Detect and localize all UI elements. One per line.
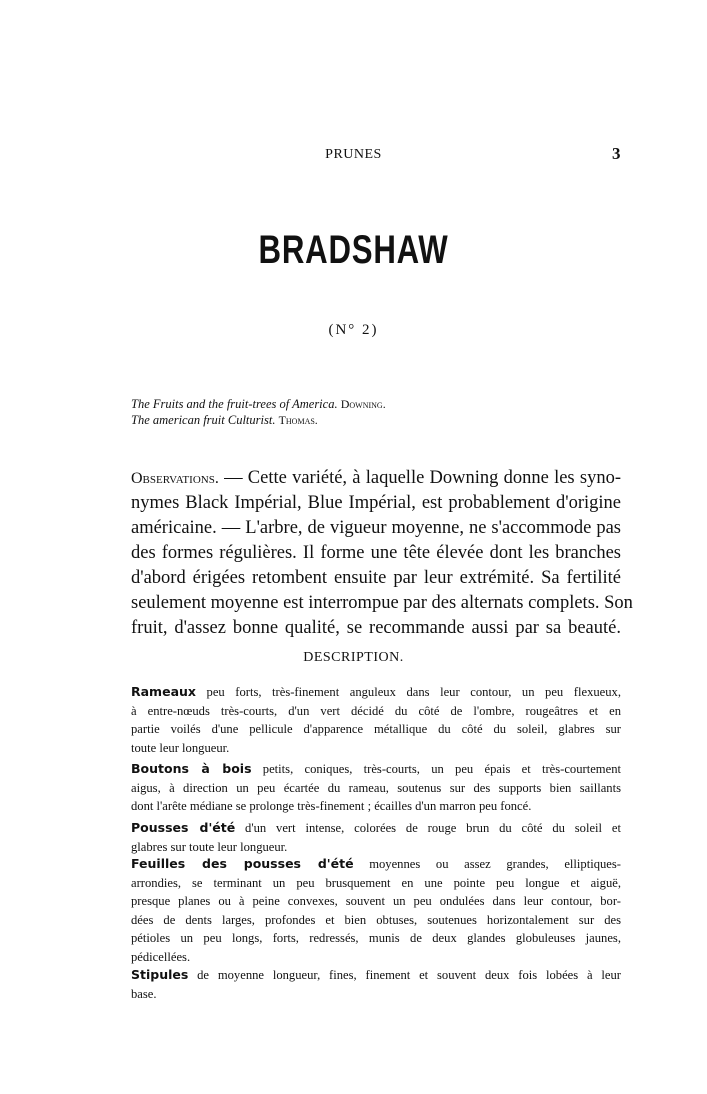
reference-work: The Fruits and the fruit-trees of America. bbox=[131, 397, 338, 411]
description-term: Rameaux bbox=[131, 684, 196, 699]
reference bbox=[131, 413, 318, 428]
text-line: glabres sur toute leur longueur. bbox=[131, 839, 288, 854]
text-line: partie voilés d'une pellicule d'apparence métallique du côté du soleil, glabres sur bbox=[131, 722, 621, 736]
text-line: — Cette variété, à laquelle Downing donne les syno- bbox=[218, 468, 621, 488]
text-line bbox=[131, 760, 621, 779]
text-line: des formes régulières. Il forme une tête élevée dont les branches bbox=[131, 543, 621, 563]
reference-author: Thomas. bbox=[278, 413, 318, 427]
text-line: base. bbox=[131, 986, 157, 1001]
text-line: nymes Black Impérial, Blue Impérial, est probablement d'origine bbox=[131, 493, 621, 513]
text-run: peu forts, très-finement anguleux dans leur contour, un peu flexueux, bbox=[195, 685, 621, 699]
reference bbox=[131, 397, 386, 412]
description-term: Stipules bbox=[131, 967, 189, 982]
text-line: pédicellées. bbox=[131, 949, 191, 964]
description-term: Pousses d'été bbox=[131, 820, 236, 835]
text-run: petits, coniques, très-courts, un peu épais et très-courtement bbox=[251, 762, 621, 776]
description-paragraph bbox=[131, 760, 621, 816]
text-run: d'un vert intense, colorées de rouge brun du côté du soleil et bbox=[235, 821, 621, 835]
reference-author: Downing. bbox=[340, 397, 386, 411]
text-line: dont l'arête médiane se prolonge très-finement ; écailles d'un marron peu foncé. bbox=[131, 799, 532, 813]
page-title: BRADSHAW bbox=[258, 228, 449, 272]
description-paragraph bbox=[131, 966, 621, 1003]
text-line: fruit, d'assez bonne qualité, se recommande aussi par sa beauté. bbox=[131, 618, 621, 638]
description-term: Feuilles des pousses d'été bbox=[131, 856, 354, 871]
text-line: d'abord érigées retombent ensuite par leur extrémité. Sa fertilité bbox=[131, 568, 621, 588]
text-line bbox=[131, 819, 621, 838]
reference-work: The american fruit Culturist. bbox=[131, 413, 276, 427]
text-line bbox=[131, 966, 621, 985]
text-line bbox=[131, 855, 621, 874]
description-paragraph bbox=[131, 819, 621, 856]
text-line: toute leur longueur. bbox=[131, 740, 230, 755]
text-run: de moyenne longueur, fines, finement et souvent deux fois lobées à leur bbox=[188, 968, 621, 982]
text-line: seulement moyenne est interrompue par des alternats complets. Son bbox=[131, 593, 633, 613]
text-line: arrondies, se terminant un peu brusquement en une pointe peu longue et aiguë, bbox=[131, 875, 621, 890]
running-title: PRUNES bbox=[325, 147, 382, 162]
variety-number: (N° 2) bbox=[328, 322, 379, 338]
observations bbox=[131, 466, 633, 641]
description-paragraph bbox=[131, 683, 621, 757]
text-line: à entre-nœuds très-courts, d'un vert décidé du côté de l'ombre, rougeâtres et en bbox=[131, 703, 621, 718]
page-number: 3 bbox=[612, 144, 621, 163]
text-line: aigus, à direction un peu écartée du rameau, soutenus sur des supports bien saillants bbox=[131, 780, 621, 795]
description-term: Boutons à bois bbox=[131, 761, 252, 776]
text-line: dées de dents larges, profondes et bien obtuses, soutenues horizontalement sur des bbox=[131, 912, 621, 927]
text-line bbox=[131, 683, 621, 702]
description-paragraph bbox=[131, 855, 621, 966]
description-heading: DESCRIPTION. bbox=[303, 650, 404, 665]
text-line: pétioles un peu longs, forts, redressés, munis de deux glandes globuleuses jaunes, bbox=[131, 931, 621, 945]
text-line: américaine. — L'arbre, de vigueur moyenne, ne s'accommode pas bbox=[131, 518, 621, 538]
text-line: presque planes ou à peine convexes, souvent un peu ondulées dans leur contour, bor- bbox=[131, 894, 621, 908]
observations-label: Observations. bbox=[131, 470, 219, 487]
text-run: moyennes ou assez grandes, elliptiques- bbox=[353, 857, 621, 871]
